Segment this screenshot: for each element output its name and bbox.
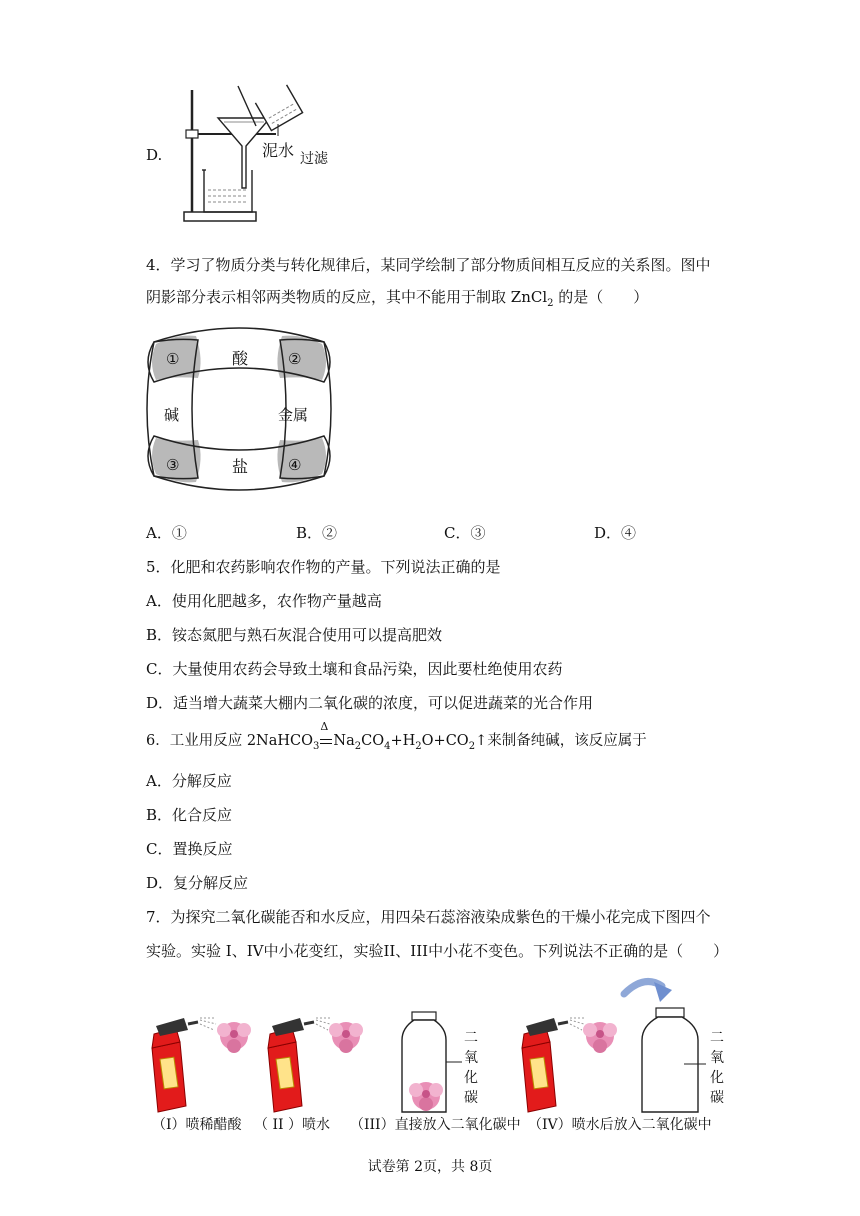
co2-experiment-figure xyxy=(140,972,740,1120)
gas-arrow-up-icon: ↑ xyxy=(475,733,488,749)
q4-stem-line2: 阴影部分表示相邻两类物质的反应，其中不能用于制取 ZnCl$_2$ 的是（ ） xyxy=(146,288,649,309)
acid-label: 酸 xyxy=(232,349,249,368)
flower-icon xyxy=(217,1022,251,1053)
curved-arrow-icon xyxy=(624,982,672,1003)
q4-option-b[interactable]: B．② xyxy=(296,524,338,542)
mud-water-label: 泥水 xyxy=(262,141,295,160)
gas-jar-icon xyxy=(642,1008,698,1112)
circled-number-2: ② xyxy=(288,350,302,368)
q5-option-c[interactable]: C．大量使用农药会导致土壤和食品污染，因此要杜绝使用农药 xyxy=(146,660,563,678)
q5-option-a[interactable]: A．使用化肥越多，农作物产量越高 xyxy=(146,592,382,610)
q4-stem-line1: 4．学习了物质分类与转化规律后，某同学绘制了部分物质间相互反应的关系图。图中 xyxy=(146,256,711,274)
q6-option-c[interactable]: C．置换反应 xyxy=(146,840,233,858)
q6-option-a[interactable]: A．分解反应 xyxy=(146,772,232,790)
q6-option-b[interactable]: B．化合反应 xyxy=(146,806,233,824)
q7-stem-line2: 实验。实验 I、IV中小花变红，实验II、III中小花不变色。下列说法不正确的是（ ） xyxy=(146,942,729,960)
spray-bottle-icon xyxy=(152,1018,198,1112)
jar4-label-char-2: 氧 xyxy=(710,1050,724,1066)
circled-number-4: ④ xyxy=(288,456,302,474)
experiment-caption-1: （I）喷稀醋酸 xyxy=(152,1117,242,1133)
q4-option-c[interactable]: C．③ xyxy=(444,524,486,542)
spray-bottle-icon xyxy=(522,1018,568,1112)
q7-stem-line1: 7．为探究二氧化碳能否和水反应，用四朵石蕊溶液染成紫色的干燥小花完成下图四个 xyxy=(146,908,711,926)
circled-number-1: ① xyxy=(166,350,180,368)
base-label: 碱 xyxy=(164,406,180,424)
metal-label: 金属 xyxy=(278,406,309,424)
flower-icon xyxy=(329,1022,363,1053)
q6-stem: 6．工业用反应 2NaHCO$_3$ Δ $Na_2CO_4+H_2O+CO_2↑$来制备纯碱，该反应属于 xyxy=(146,730,647,758)
circled-number-3: ③ xyxy=(166,456,180,474)
jar3-label-char-3: 化 xyxy=(464,1070,478,1086)
jar3-label-char-4: 碳 xyxy=(464,1090,478,1106)
filter-label: 过滤 xyxy=(300,151,328,167)
experiment-caption-2: （ II ）喷水 xyxy=(254,1117,330,1133)
q4-option-a[interactable]: A．① xyxy=(146,524,187,542)
experiment-caption-4: （IV）喷水后放入二氧化碳中 xyxy=(528,1117,712,1133)
option-d-letter: D. xyxy=(146,146,163,164)
heat-delta-symbol: Δ xyxy=(320,720,329,733)
q5-option-b[interactable]: B．铵态氮肥与熟石灰混合使用可以提高肥效 xyxy=(146,626,443,644)
jar4-label-char-3: 化 xyxy=(710,1070,724,1086)
q4-option-d[interactable]: D．④ xyxy=(594,524,637,542)
page-footer: 试卷第 2页，共 8页 xyxy=(367,1159,493,1175)
q5-stem: 5．化肥和农药影响农作物的产量。下列说法正确的是 xyxy=(146,558,501,576)
jar3-label-char-1: 二 xyxy=(464,1030,478,1046)
salt-label: 盐 xyxy=(232,457,249,476)
q6-option-d[interactable]: D．复分解反应 xyxy=(146,874,249,892)
jar4-label-char-1: 二 xyxy=(710,1030,724,1046)
q5-option-d[interactable]: D．适当增大蔬菜大棚内二氧化碳的浓度，可以促进蔬菜的光合作用 xyxy=(146,694,594,712)
jar4-label-char-4: 碳 xyxy=(710,1090,724,1106)
experiment-caption-3: （III）直接放入二氧化碳中 xyxy=(350,1117,521,1133)
substance-relation-diagram xyxy=(146,320,336,498)
jar3-label-char-2: 氧 xyxy=(464,1050,478,1066)
flower-icon xyxy=(583,1022,617,1053)
spray-bottle-icon xyxy=(268,1018,314,1112)
